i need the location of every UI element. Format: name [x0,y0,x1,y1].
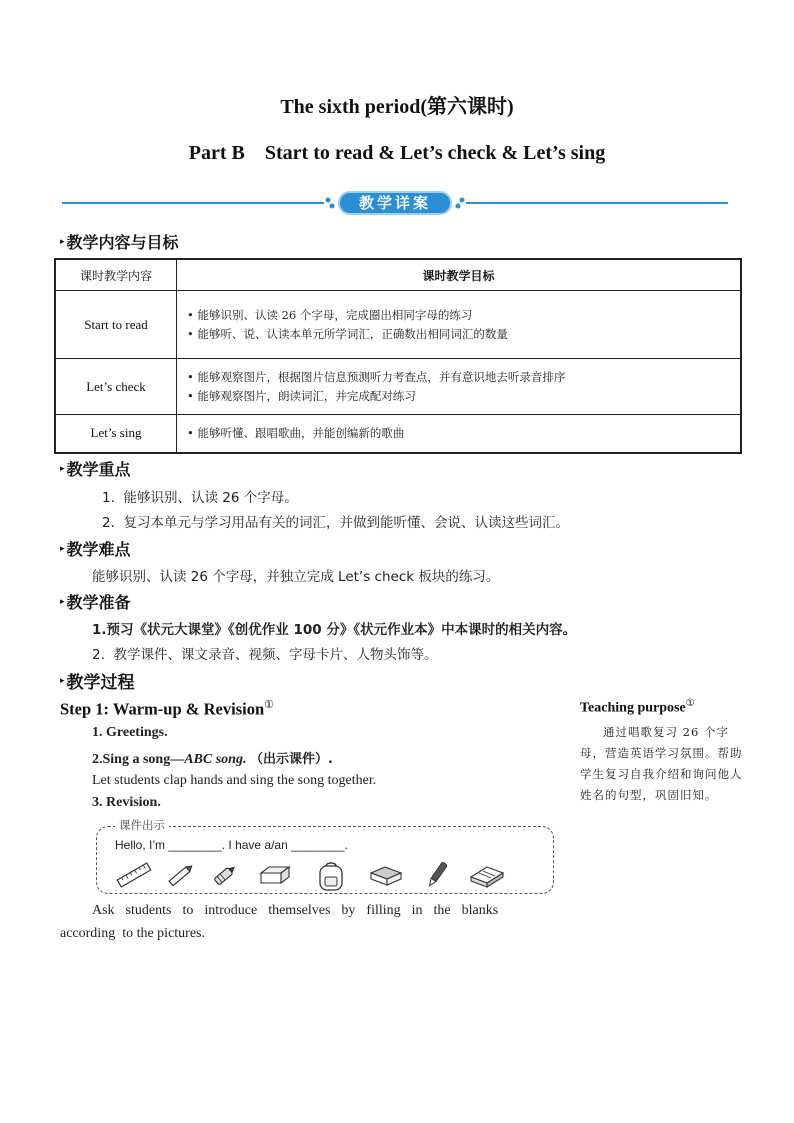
section-banner [62,190,728,216]
step-title [60,698,274,720]
section-heading [60,537,131,560]
step-item-revision: 3. Revision. [92,795,161,810]
step-item-greetings: 1. Greetings. [92,725,168,740]
triangle-bullet-icon: ▸ [60,675,65,686]
table-cell-goals [177,291,742,359]
key-point-2: 2. 复习本单元与学习用品有关的词汇，并做到能听懂、会说、认读这些词汇。 [102,515,569,531]
footnote-mark: ① [264,699,274,711]
section-heading [60,457,131,480]
heading-text: 教学难点 [66,540,131,559]
table-cell-content: Let’s check [55,359,177,415]
goal-line: • 能够观察图片，根据图片信息预测听力考查点，并有意识地去听录音排序 [187,369,566,384]
section-heading [60,668,135,693]
triangle-bullet-icon: ▸ [60,236,65,247]
sidebar-title [580,698,695,717]
goal-line: • 能够听、说、认读本单元所学词汇，正确数出相同词汇的数量 [187,326,508,341]
sidebar-text: 通过唱歌复习 26 个字母，营造英语学习氛围。帮助学生复习自我介绍和询问他人姓名的句型，巩固旧知。 [580,725,743,802]
book-icon [367,859,405,891]
ask-line-1: Ask students to introduce themselves by filling in the blanks [92,903,499,918]
song-title: ABC song. [184,752,247,767]
goal-line: • 能够观察图片，朗读词汇，并完成配对练习 [187,388,416,403]
table-cell-goals [177,415,742,453]
ruler-icon [115,859,153,891]
table-header-cell: 课时教学目标 [177,259,742,291]
triangle-bullet-icon: ▸ [60,543,65,554]
preparation-1: 1.预习《状元大课堂》《创优作业 100 分》《状元作业本》中本课时的相关内容。 [92,622,577,638]
bag-icon [315,859,347,893]
sing-suffix: （出示课件）. [249,752,333,767]
section-heading [60,230,179,253]
table-row [55,359,741,415]
banner-dots-icon [324,196,336,210]
table-header-row [55,259,741,291]
crayon-icon [209,859,241,891]
key-point-1: 1. 能够识别、认读 26 个字母。 [102,490,298,506]
table-cell-content: Let’s sing [55,415,177,453]
heading-text: 教学重点 [66,460,131,479]
courseware-prompt: Hello, I’m ________. I have a/an ________. [115,838,348,852]
step-item-sing [92,748,333,768]
pencil-box-icon [467,859,507,891]
pencil-icon [165,859,197,891]
heading-text: 教学准备 [66,593,131,612]
page-title: The sixth period(第六课时) [280,96,514,118]
banner-line-right [466,202,728,204]
heading-text: 教学过程 [66,673,135,693]
table-header-cell: 课时教学内容 [55,259,177,291]
triangle-bullet-icon: ▸ [60,463,65,474]
goal-line: • 能够听懂、跟唱歌曲，并能创编新的歌曲 [187,425,405,440]
step-title-text: Step 1: Warm-up & Revision [60,699,265,719]
heading-text: 教学内容与目标 [66,233,179,252]
sing-prefix: 2.Sing a song— [92,752,185,767]
preparation-2: 2. 教学课件、课文录音、视频、字母卡片、人物头饰等。 [92,647,438,663]
footnote-mark: ① [685,698,695,709]
goal-line: • 能够识别、认读 26 个字母，完成圈出相同字母的练习 [187,307,473,322]
page-subtitle: Part B Start to read & Let’s check & Let’s sing [188,142,606,164]
table-cell-goals [177,359,742,415]
courseware-items [111,859,541,891]
banner-line-left [62,202,324,204]
table-row [55,291,741,359]
ask-line-2: according to the pictures. [60,926,206,941]
triangle-bullet-icon: ▸ [60,596,65,607]
banner-label: 教学详案 [338,191,452,215]
pen-icon [423,859,451,891]
sidebar-title-text: Teaching purpose [580,700,686,716]
eraser-icon [257,859,293,891]
section-heading [60,590,131,613]
sing-description: Let students clap hands and sing the song together. [92,773,377,788]
banner-dots-icon [454,196,466,210]
courseware-box [96,818,554,894]
goals-table [54,258,742,454]
difficulty-text: 能够识别、认读 26 个字母，并独立完成 Let’s check 板块的练习。 [92,569,500,585]
table-cell-content: Start to read [55,291,177,359]
table-row [55,415,741,453]
courseware-tag: 课件出示 [115,817,169,833]
